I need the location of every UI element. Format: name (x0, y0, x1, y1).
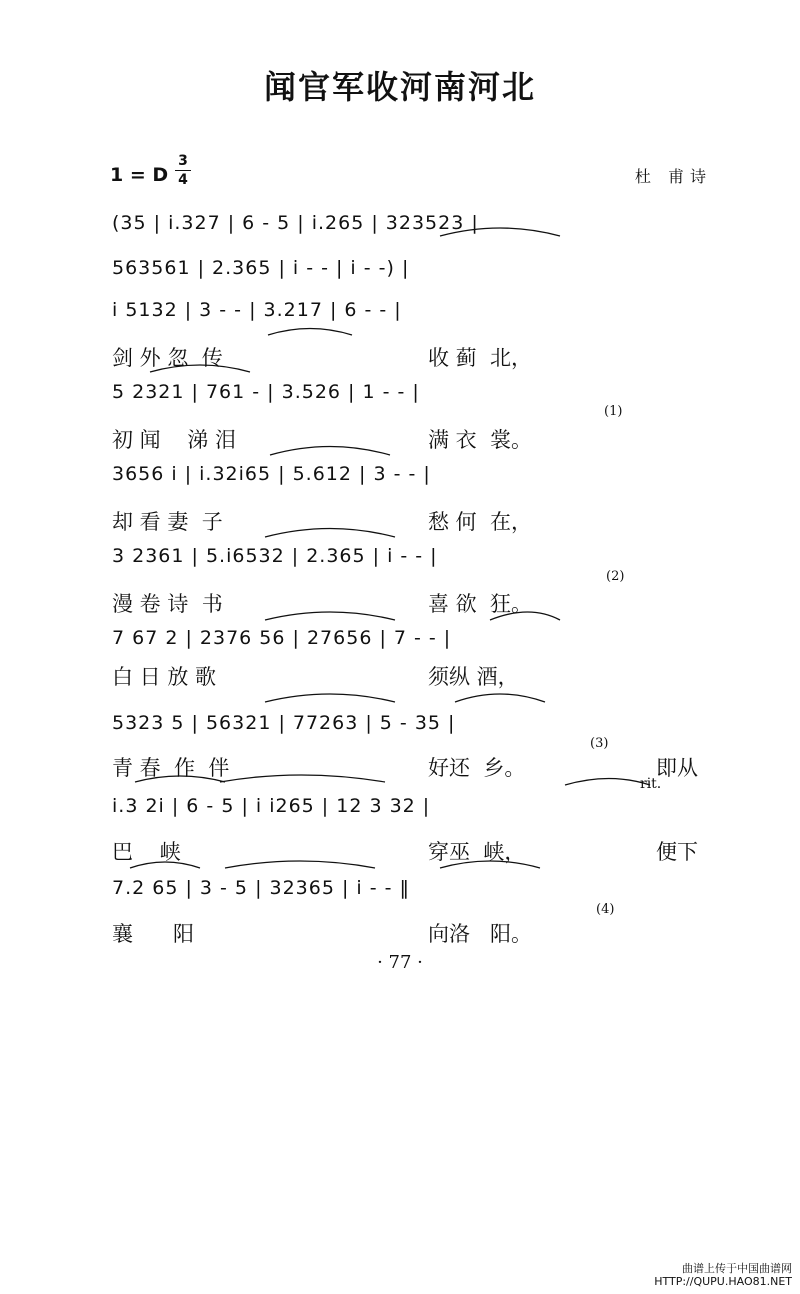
lyric-4-right: 喜 欲 狂。 (428, 592, 533, 616)
lyric-7-left: 巴 峡 (112, 840, 181, 864)
lyric-8-right: 向洛 阳。 (428, 922, 533, 946)
footer-line-2: HTTP://QUPU.HAO81.NET (654, 1275, 792, 1288)
score-row-8: 5323 5 | 56321 | 77263 | 5 - 35 | (112, 712, 456, 734)
lyric-7-tail: 便下 (656, 840, 698, 864)
slur-arc (455, 694, 545, 702)
meter-top: 3 (178, 153, 188, 169)
lyric-8-left: 襄 阳 (112, 922, 195, 946)
lyric-4-left: 漫 卷 诗 书 (112, 592, 223, 616)
page-number: · 77 · (377, 952, 423, 973)
slur-arc (225, 861, 375, 868)
lyric-2-right: 满 衣 裳。 (428, 428, 533, 452)
lyric-6-right: 好还 乡。 (428, 756, 526, 780)
lyric-1-left: 剑 外 忽 传 (112, 346, 223, 370)
score-row-4: 5 2321 | 761 - | 3.526 | 1 - - | (112, 381, 420, 403)
slur-arc (440, 228, 560, 236)
score-row-9: i.3 2i | 6 - 5 | i i265 | 12 3 32 | (112, 795, 431, 817)
footnote-marker-3: (3) (590, 736, 609, 751)
key-signature: 1 = D (110, 164, 169, 186)
slur-arc (565, 779, 650, 786)
slur-arc (265, 529, 395, 538)
meter-bottom: 4 (178, 172, 188, 188)
lyric-6-tail: 即从 (656, 756, 698, 780)
lyric-6-left: 青 春 作 伴 (112, 756, 230, 780)
lyric-3-right: 愁 何 在， (428, 510, 533, 534)
score-row-2: 563561 | 2.365 | i - - | i - -) | (112, 257, 410, 279)
lyric-5-left: 白 日 放 歌 (112, 665, 217, 689)
score-row-6: 3 2361 | 5.i6532 | 2.365 | i - - | (112, 545, 438, 567)
score-row-7: 7 67 2 | 2376 56 | 27656 | 7 - - | (112, 627, 452, 649)
author-credit: 杜 甫诗 (634, 167, 712, 186)
score-row-1: (35 | i.327 | 6 - 5 | i.265 | 323523 | (112, 212, 479, 234)
ritardando-marking: rit. (640, 776, 662, 792)
score-row-10: 7.2 65 | 3 - 5 | 32365 | i - - ‖ (112, 877, 411, 899)
slur-arc (135, 776, 225, 782)
lyric-5-right: 须纵 酒， (428, 665, 519, 689)
slur-arc (440, 861, 540, 868)
footnote-marker-1: (1) (604, 404, 623, 419)
lyric-7-right: 穿巫 峡， (428, 840, 526, 864)
score-row-3: i 5132 | 3 - - | 3.217 | 6 - - | (112, 299, 402, 321)
watermark-footer (654, 1262, 792, 1288)
footnote-marker-2: (2) (606, 569, 625, 584)
slur-arc (265, 612, 395, 620)
score-row-5: 3656 i | i.32i65 | 5.612 | 3 - - | (112, 463, 431, 485)
lyric-1-right: 收 蓟 北， (428, 346, 533, 370)
lyric-2-left: 初 闻 涕 泪 (112, 428, 237, 452)
slur-arc (150, 365, 250, 372)
slur-arc (490, 612, 560, 620)
slur-arc (220, 775, 385, 782)
slur-arc (265, 694, 395, 702)
footnote-marker-4: (4) (596, 902, 615, 917)
footer-line-1: 曲谱上传于中国曲谱网 (682, 1262, 792, 1275)
slur-arc (268, 329, 352, 336)
slur-arc (270, 447, 390, 456)
lyric-3-left: 却 看 妻 子 (112, 510, 223, 534)
slur-arc (130, 862, 200, 868)
page-title: 闻官军收河南河北 (263, 68, 536, 106)
